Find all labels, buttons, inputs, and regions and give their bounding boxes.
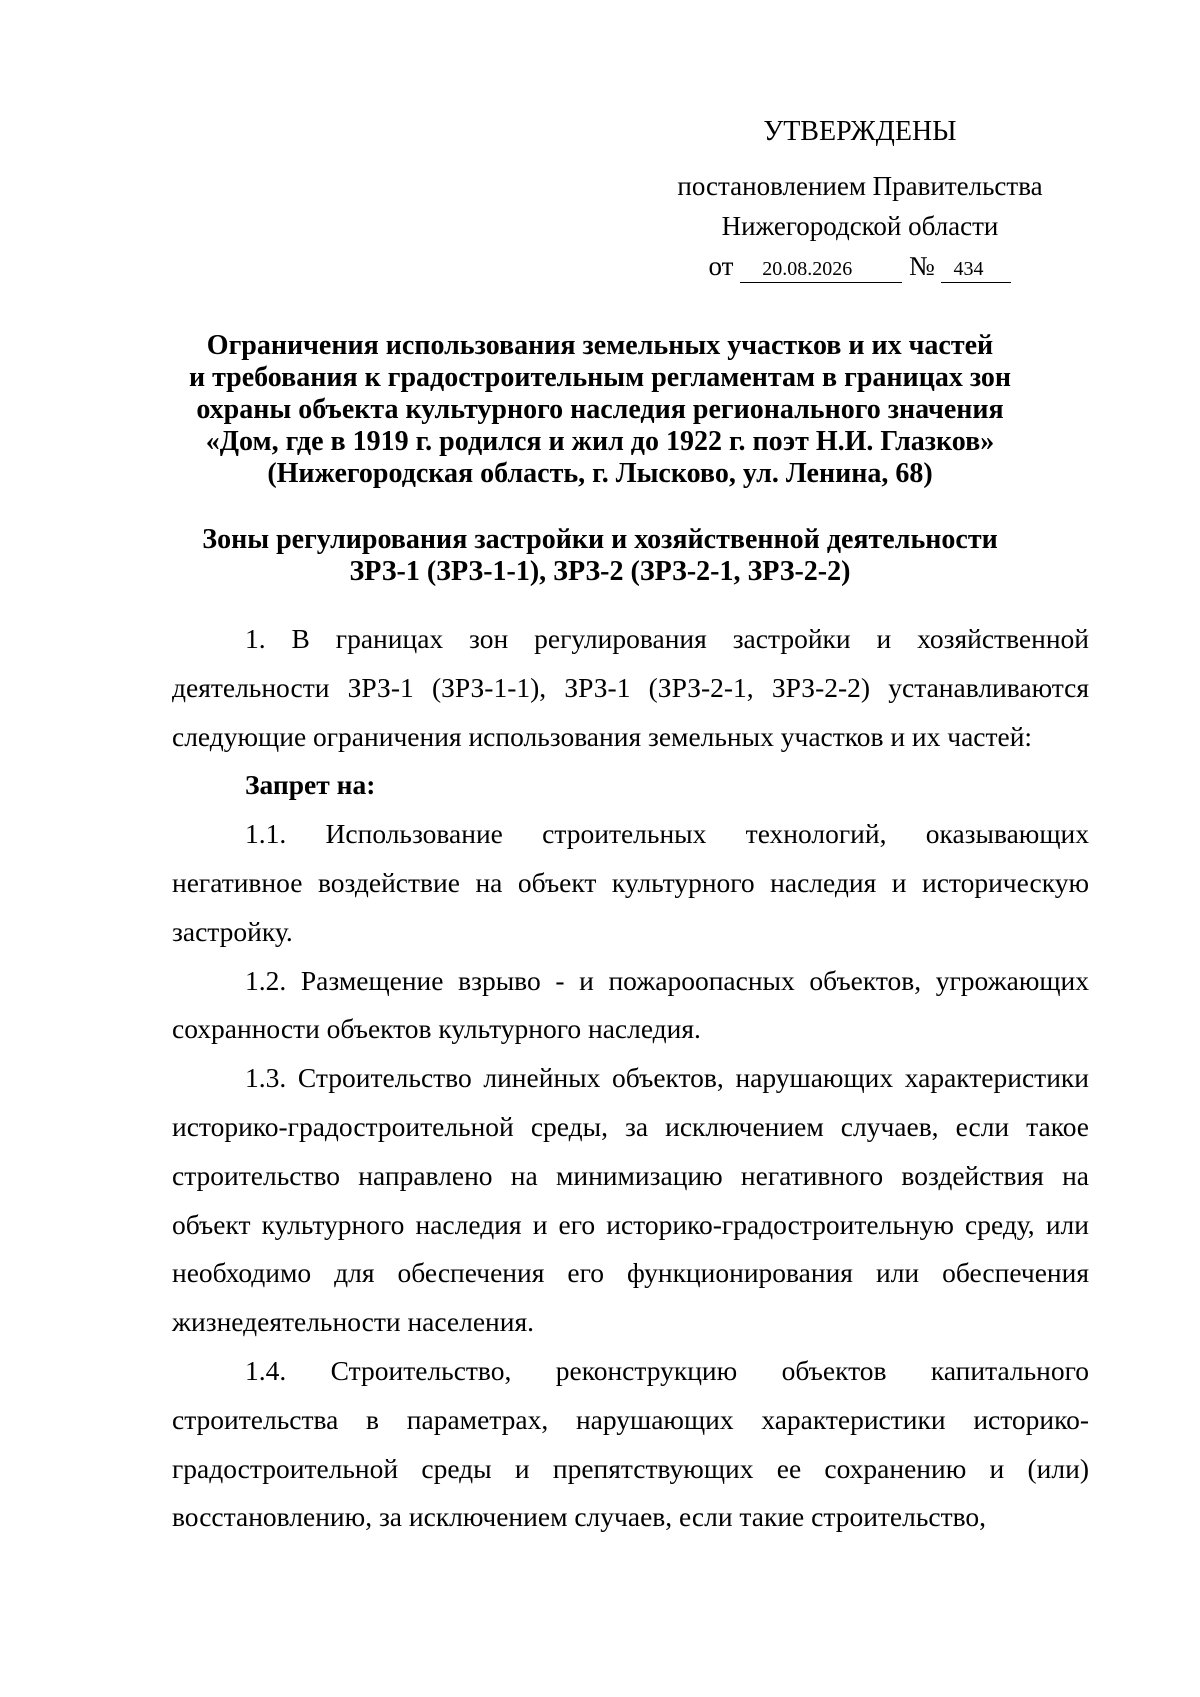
paragraph-1-2: 1.2. Размещение взрыво - и пожароопасных объектов, угрожающих сохранности объектов культурного наследия. — [172, 964, 1089, 1045]
section-title-line-1: Зоны регулирования застройки и хозяйственной деятельности — [202, 524, 998, 555]
from-label: от — [708, 251, 734, 281]
paragraph-1-4: 1.4. Строительство, реконструкцию объектов капитального строительства в параметрах, нарушающих характеристики историко-градостроительной среды и препятствующих ее сохранению и (или) восстановлению, за исключением случаев, если такие строительство, — [172, 1354, 1089, 1533]
approval-number: 434 — [941, 256, 1011, 283]
title-line-1: Ограничения использования земельных участков и их частей — [206, 330, 994, 361]
paragraph-prohibition-heading: Запрет на: — [245, 769, 376, 801]
section-title — [140, 524, 1060, 588]
document-title — [140, 330, 1060, 490]
approval-line-1: постановлением Правительства — [677, 171, 1043, 201]
number-label: № — [908, 251, 935, 281]
section-title-line-2: ЗРЗ-1 (ЗРЗ-1-1), ЗРЗ-2 (ЗРЗ-2-1, ЗРЗ-2-2) — [349, 556, 851, 587]
paragraph-1: 1. В границах зон регулирования застройки и хозяйственной деятельности ЗРЗ-1 (ЗРЗ-1-1), ЗРЗ-1 (ЗРЗ-2-1, ЗРЗ-2-2) устанавливаются следующие ограничения использования земельных участков и их частей: — [172, 623, 1089, 752]
title-line-5: (Нижегородская область, г. Лысково, ул. Ленина, 68) — [267, 458, 933, 489]
approval-line-2: Нижегородской области — [721, 211, 999, 241]
title-line-2: и требования к градостроительным регламентам в границах зон — [188, 362, 1012, 393]
approval-date-line — [640, 246, 1080, 286]
title-line-3: охраны объекта культурного наследия регионального значения — [196, 394, 1004, 425]
paragraph-1-3: 1.3. Строительство линейных объектов, нарушающих характеристики историко-градостроительной среды, за исключением случаев, если такое строительство направлено на минимизацию негативного воздействия на объект культурного наследия и его историко-градостроительную среду, или необходимо для обеспечения его функционирования или обеспечения жизнедеятельности населения. — [172, 1062, 1089, 1338]
approval-block — [640, 112, 1080, 286]
approval-heading: УТВЕРЖДЕНЫ — [763, 116, 957, 147]
title-line-4: «Дом, где в 1919 г. родился и жил до 1922 г. поэт Н.И. Глазков» — [205, 426, 995, 457]
paragraph-1-1: 1.1. Использование строительных технологий, оказывающих негативное воздействие на объект культурного наследия и историческую застройку. — [172, 818, 1089, 947]
approval-date: 20.08.2026 — [740, 256, 902, 283]
document-body — [172, 615, 1089, 1542]
